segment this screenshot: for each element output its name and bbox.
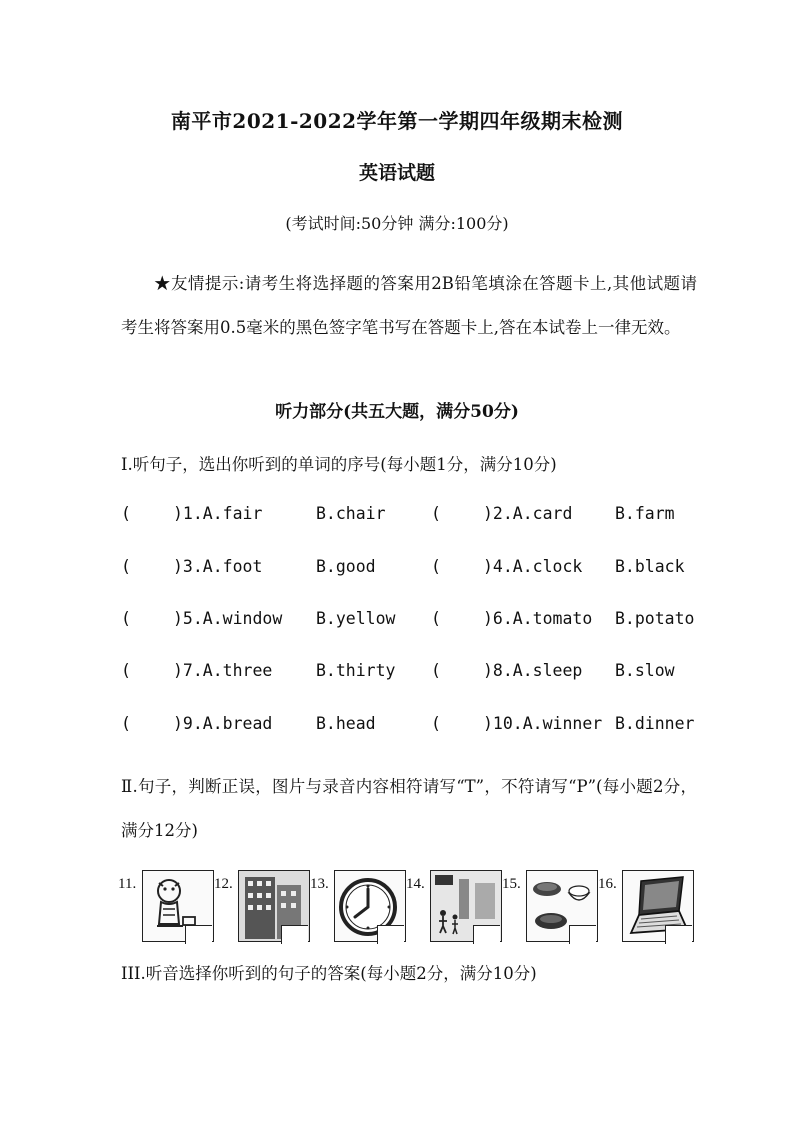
- picture-item: [502, 868, 598, 944]
- picture-item: [406, 868, 502, 944]
- picture-number: 15.: [502, 876, 521, 892]
- question-row: [121, 661, 701, 685]
- question-10-option-b: B.dinner: [615, 714, 695, 733]
- question-1-option-b: B.chair: [316, 504, 386, 523]
- answer-paren: (: [431, 609, 441, 628]
- answer-paren: (: [431, 714, 441, 733]
- answer-box[interactable]: [377, 925, 404, 944]
- answer-paren: (: [431, 557, 441, 576]
- question-1-option-a: )1.A.fair: [173, 504, 263, 523]
- answer-paren: (: [121, 504, 131, 523]
- answer-box[interactable]: [473, 925, 500, 944]
- picture-number: 13.: [310, 876, 329, 892]
- question-6-option-a: )6.A.tomato: [483, 609, 593, 628]
- question-5-option-a: )5.A.window: [173, 609, 283, 628]
- answer-paren: (: [121, 557, 131, 576]
- question-2-option-a: )2.A.card: [483, 504, 573, 523]
- question-4-option-b: B.black: [615, 557, 685, 576]
- answer-paren: (: [431, 504, 441, 523]
- section-2-title: Ⅱ.句子，判断正误，图片与录音内容相符请写“T”，不符请写“P”(每小题2分，满分12分): [121, 777, 697, 840]
- part-title: 听力部分(共五大题，满分50分): [275, 402, 519, 422]
- question-9-option-b: B.head: [316, 714, 376, 733]
- picture-number: 12.: [214, 876, 233, 892]
- answer-paren: (: [121, 714, 131, 733]
- question-row: [121, 504, 701, 528]
- question-3-option-b: B.good: [316, 557, 376, 576]
- question-row: [121, 557, 701, 581]
- question-8-option-a: )8.A.sleep: [483, 661, 583, 680]
- answer-box[interactable]: [281, 925, 308, 944]
- answer-box[interactable]: [665, 925, 692, 944]
- answer-box[interactable]: [569, 925, 596, 944]
- answer-paren: (: [121, 609, 131, 628]
- question-8-option-b: B.slow: [615, 661, 675, 680]
- picture-number: 11.: [118, 876, 137, 892]
- picture-item: [598, 868, 694, 944]
- question-7-option-a: )7.A.three: [173, 661, 273, 680]
- question-row: [121, 609, 701, 633]
- answer-paren: (: [121, 661, 131, 680]
- question-3-option-a: )3.A.foot: [173, 557, 263, 576]
- question-9-option-a: )9.A.bread: [173, 714, 273, 733]
- question-4-option-a: )4.A.clock: [483, 557, 583, 576]
- answer-paren: (: [431, 661, 441, 680]
- picture-row: [118, 868, 698, 948]
- question-10-option-a: )10.A.winner: [483, 714, 603, 733]
- section-3-title: III.听音选择你听到的句子的答案(每小题2分，满分10分): [121, 964, 537, 983]
- section-1-title: I.听句子，选出你听到的单词的序号(每小题1分，满分10分): [121, 455, 557, 474]
- picture-item: [214, 868, 310, 944]
- question-row: [121, 714, 701, 738]
- exam-info: (考试时间:50分钟 满分:100分): [285, 214, 509, 233]
- question-6-option-b: B.potato: [615, 609, 695, 628]
- picture-number: 16.: [598, 876, 617, 892]
- picture-number: 14.: [406, 876, 425, 892]
- question-7-option-b: B.thirty: [316, 661, 396, 680]
- page-subtitle: 英语试题: [358, 162, 435, 184]
- instructions-tip: ★友情提示:请考生将选择题的答案用2B铅笔填涂在答题卡上,其他试题请考生将答案用0.5毫米的黑色签字笔书写在答题卡上,答在本试卷上一律无效。: [121, 274, 697, 337]
- question-2-option-b: B.farm: [615, 504, 675, 523]
- picture-item: [118, 868, 214, 944]
- page-title: 南平市2021-2022学年第一学期四年级期末检测: [170, 109, 624, 133]
- question-5-option-b: B.yellow: [316, 609, 396, 628]
- picture-item: [310, 868, 406, 944]
- answer-box[interactable]: [185, 925, 212, 944]
